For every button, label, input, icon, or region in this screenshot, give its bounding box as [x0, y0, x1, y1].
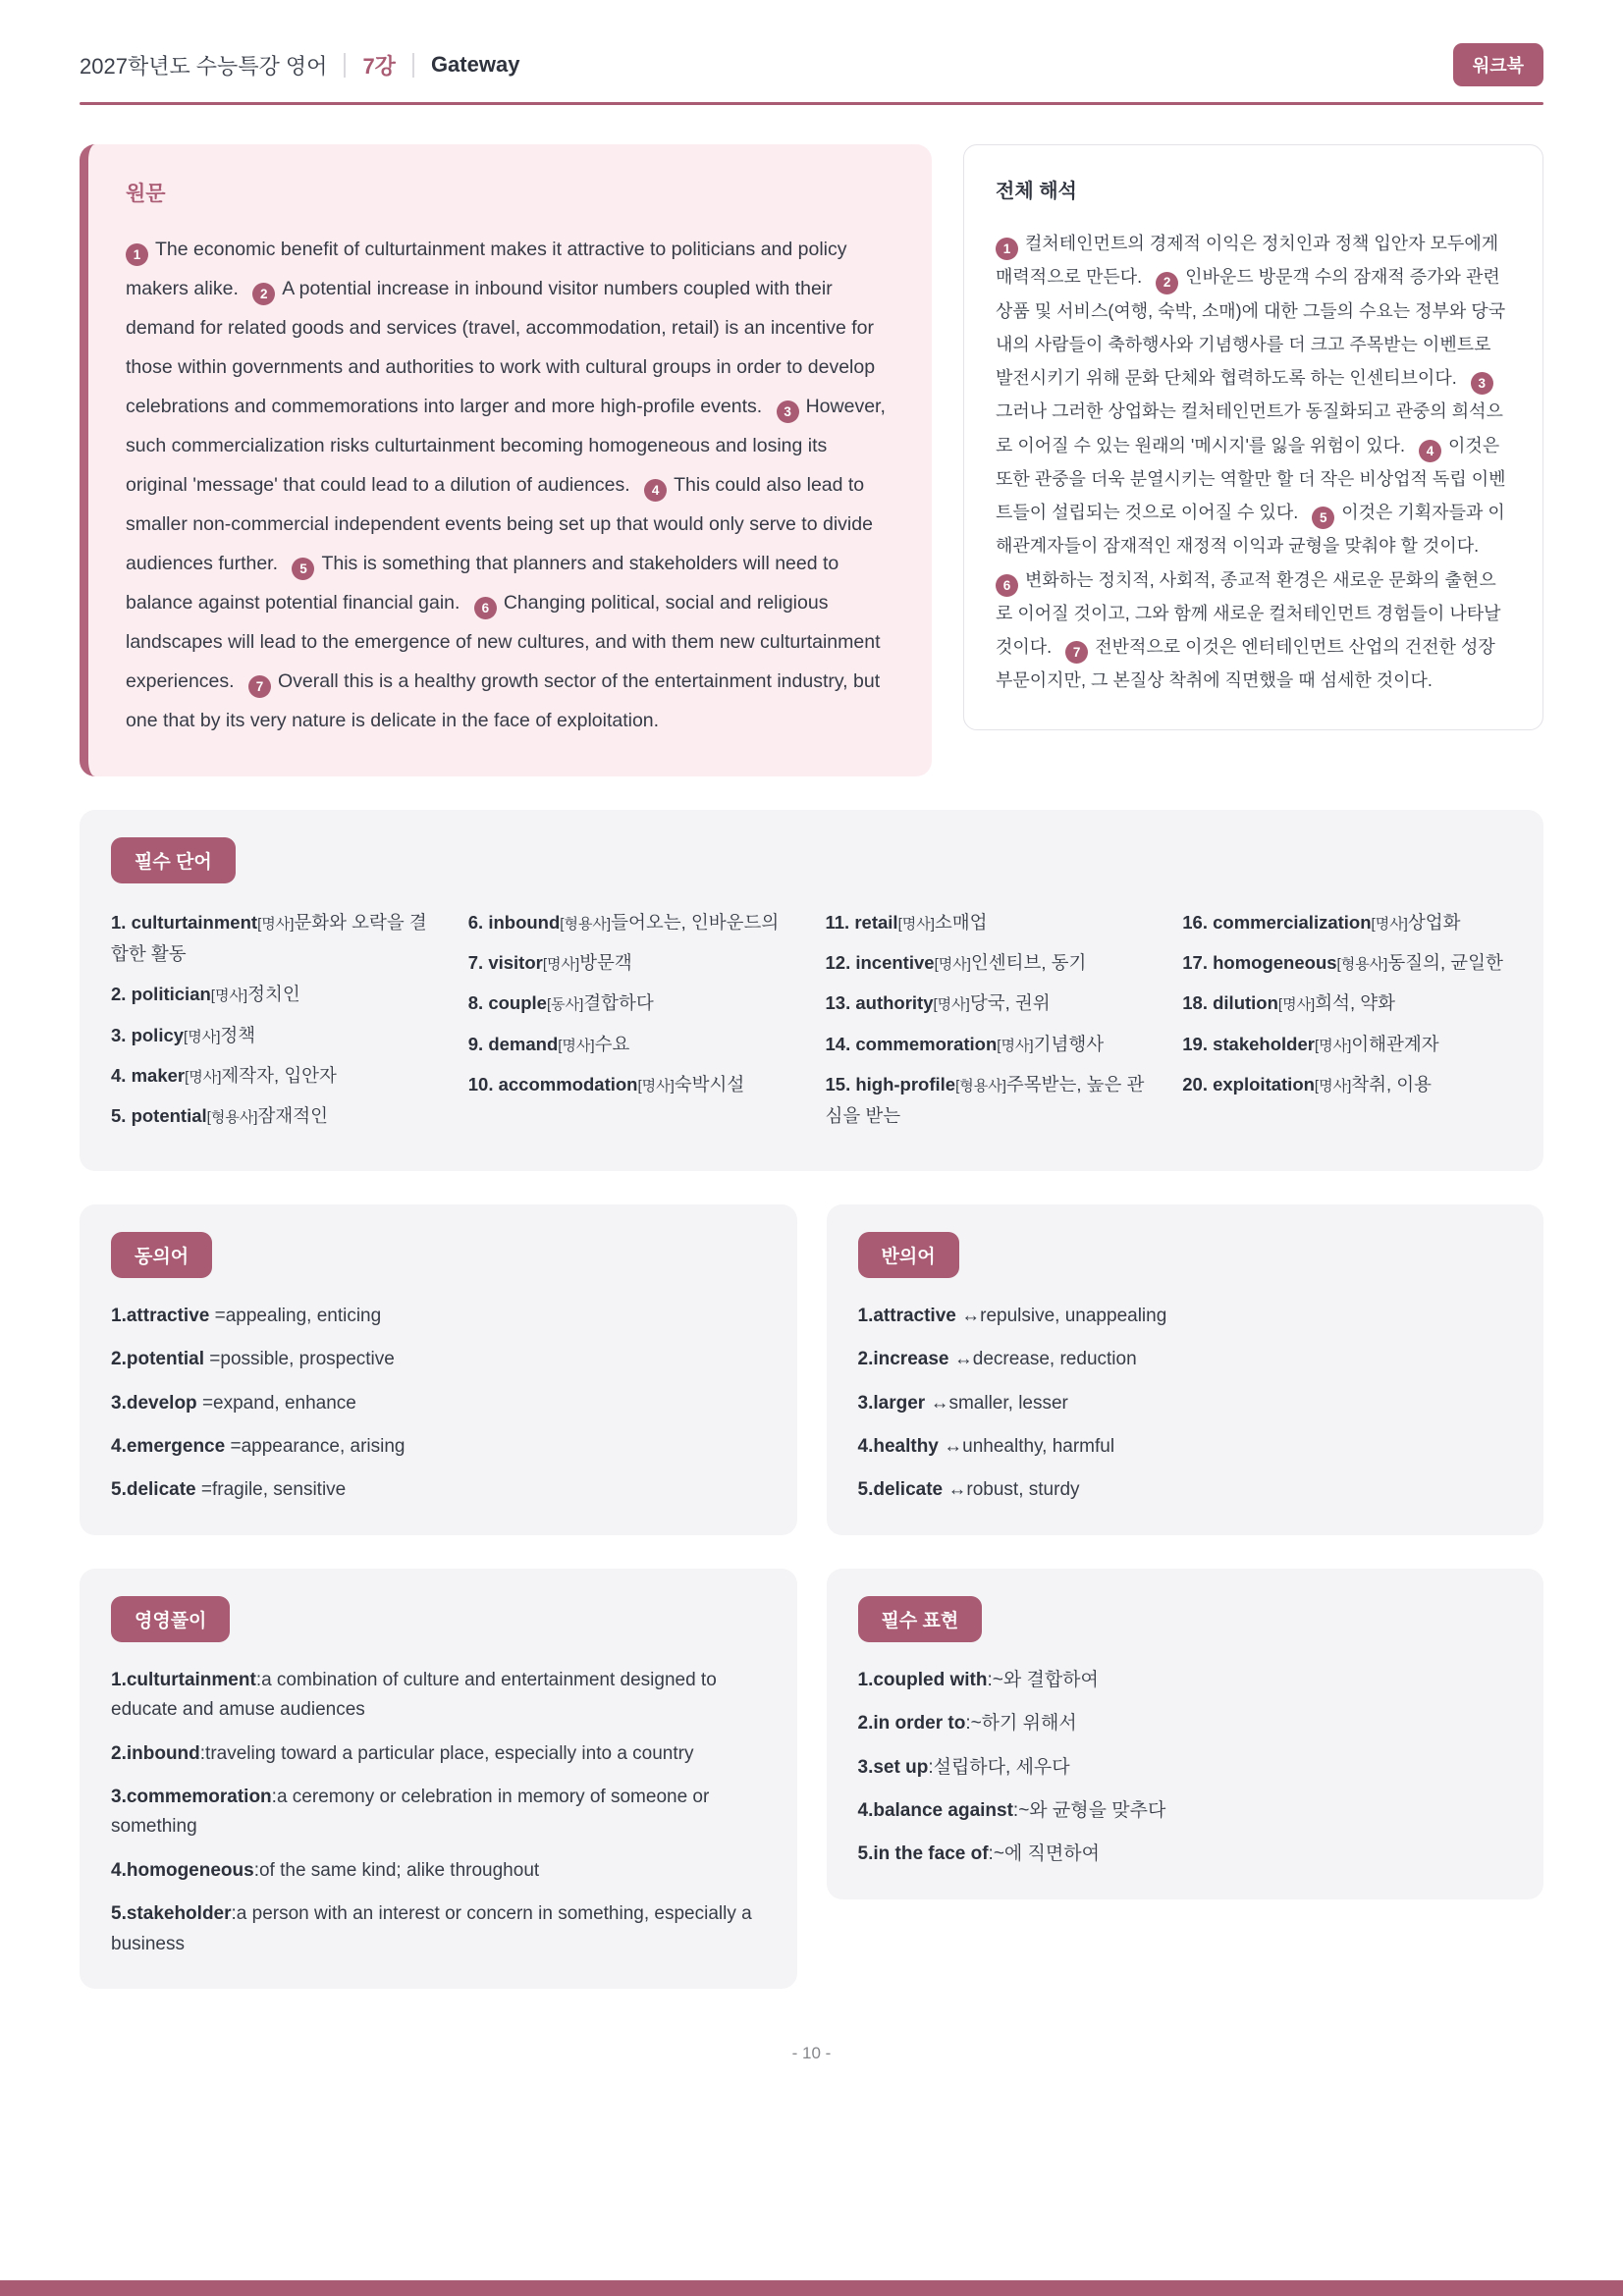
sentence-number-badge: 6 — [474, 597, 497, 619]
definition-item — [111, 1783, 766, 1842]
breadcrumb — [80, 50, 519, 80]
vocab-meaning: 들어오는, 인바운드의 — [611, 911, 780, 933]
sentence-number-badge: 5 — [1312, 507, 1334, 529]
vocab-term: 1. culturtainment — [111, 911, 258, 933]
antonym-item — [858, 1432, 1513, 1462]
translation-title: 전체 해석 — [996, 181, 1077, 202]
vocab-meaning: 착취, 이용 — [1351, 1074, 1433, 1095]
term: 3.develop — [111, 1392, 197, 1414]
term: 3.commemoration — [111, 1786, 272, 1807]
original-passage-box — [80, 144, 932, 776]
definitions-box — [80, 1569, 797, 1989]
synonym-item — [111, 1302, 766, 1331]
term: 1.attractive — [111, 1305, 210, 1326]
vocab-meaning: 이해관계자 — [1351, 1033, 1439, 1054]
vocab-pos: [동사] — [546, 996, 584, 1014]
sentence-number-badge: 2 — [1156, 272, 1178, 294]
vocab-column — [468, 907, 798, 1142]
definition: :~에 직면하여 — [988, 1843, 1100, 1865]
term: 5.delicate — [111, 1479, 196, 1501]
vocab-pos: [명사] — [185, 1069, 222, 1087]
original-passage — [126, 231, 893, 741]
vocab-term: 5. potential — [111, 1105, 207, 1127]
sentence-number-badge: 1 — [996, 238, 1018, 260]
vocab-term: 9. demand — [467, 1033, 559, 1054]
definition: :a person with an interest or concern in something, especially a business — [111, 1903, 752, 1954]
synonym-item — [111, 1345, 766, 1374]
definition: :~와 균형을 맞추다 — [1012, 1799, 1166, 1821]
vocab-term: 2. politician — [111, 984, 211, 1005]
term: 3.set up — [857, 1756, 929, 1778]
definition-item — [111, 1856, 766, 1886]
sentence-text: The economic benefit of culturtainment makes it attractive to politicians and policy makers alike. — [126, 239, 847, 299]
vocab-column — [826, 907, 1156, 1142]
term: 5.delicate — [857, 1479, 944, 1501]
sentence-text: 이것은 기획자들과 이해관계자들이 잠재적인 재정적 이익과 균형을 맞춰야 할 것이다. — [996, 503, 1505, 557]
expression-item — [858, 1796, 1513, 1826]
definition: ↔smaller, lesser — [925, 1392, 1068, 1414]
term: 2.potential — [111, 1349, 205, 1370]
definition-item — [111, 1739, 766, 1769]
course-label: 2027학년도 수능특강 영어 — [80, 53, 328, 79]
vocab-meaning: 소매업 — [934, 911, 988, 933]
sentence-text: 그러나 그러한 상업화는 컬처테인먼트가 동질화되고 관중의 희석으로 이어질 수 있는 원래의 '메시지'를 잃을 위험이 있다. — [996, 401, 1503, 455]
vocab-section — [80, 810, 1543, 1171]
vocab-meaning: 문화와 오락을 결합한 활동 — [111, 911, 427, 964]
term: 4.balance against — [857, 1799, 1013, 1821]
vocab-term: 4. maker — [111, 1065, 186, 1087]
sentence-text: 컬처테인먼트의 경제적 이익은 정치인과 정책 입안자 모두에게 매력적으로 만든다. — [996, 234, 1499, 288]
sentence — [126, 670, 880, 731]
sentence-text: This could also lead to smaller non-commercial independent events being set up that would only serve to divide audiences further. — [126, 473, 873, 574]
translation-passage — [996, 227, 1511, 698]
header-divider — [344, 53, 346, 78]
vocab-pos: [명사] — [210, 988, 248, 1005]
vocab-term: 6. inbound — [467, 911, 561, 933]
term: 5.stakeholder — [111, 1903, 232, 1925]
vocab-pos: [명사] — [997, 1037, 1034, 1054]
vocab-meaning: 제작자, 입안자 — [221, 1065, 337, 1087]
sentence-number-badge: 7 — [248, 675, 271, 698]
page-title: Gateway — [430, 52, 520, 77]
sentence-number-badge: 3 — [1471, 372, 1493, 395]
vocab-meaning: 정치인 — [247, 984, 300, 1005]
definition: :of the same kind; alike throughout — [253, 1859, 540, 1881]
vocab-pos: [명사] — [1371, 915, 1408, 933]
sentence-number-badge: 4 — [644, 479, 667, 502]
sentence-number-badge: 1 — [126, 243, 148, 266]
term: 2.increase — [857, 1349, 949, 1370]
sentence-text: 이것은 또한 관중을 더욱 분열시키는 역할만 할 더 작은 비상업적 독립 이벤트들이 설립되는 것으로 이어질 수 있다. — [996, 435, 1506, 522]
translation-box — [963, 144, 1543, 730]
vocab-item — [111, 1020, 441, 1051]
definition: :설립하다, 세우다 — [928, 1756, 1070, 1778]
vocab-pos: [명사] — [1314, 1078, 1352, 1095]
definition: =expand, enhance — [196, 1392, 356, 1414]
sentence-text: 인바운드 방문객 수의 잠재적 증가와 관련 상품 및 서비스(여행, 숙박, 소매)에 대한 그들의 수요는 정부와 당국 내의 사람들이 축하행사와 기념행사를 더 크고 주목받는 이벤트로 발전시키기 위해 문화 단체와 협력하도록 하는 인센티브이다. — [996, 267, 1506, 388]
header-divider — [412, 53, 414, 78]
vocab-term: 18. dilution — [1182, 992, 1278, 1014]
vocab-meaning: 주목받는, 높은 관심을 받는 — [825, 1074, 1145, 1127]
term: 4.healthy — [857, 1436, 939, 1458]
vocab-item — [1182, 988, 1512, 1019]
vocab-meaning: 희석, 약화 — [1315, 992, 1395, 1014]
antonym-item — [858, 1389, 1513, 1418]
vocab-term: 13. authority — [825, 992, 934, 1014]
vocab-meaning: 잠재적인 — [257, 1105, 328, 1127]
sentence — [996, 637, 1495, 690]
vocab-item — [468, 907, 798, 938]
vocab-item — [826, 1069, 1156, 1133]
expressions-box — [827, 1569, 1544, 1899]
vocab-meaning: 기념행사 — [1033, 1033, 1105, 1054]
term: 4.emergence — [111, 1436, 226, 1458]
sentence-number-badge: 3 — [777, 400, 799, 423]
term: 2.in order to — [857, 1713, 966, 1735]
sentence-text: A potential increase in inbound visitor numbers coupled with their demand for related goods and services (travel, accommodation, retail) is an incentive for those within governments and authorities to work with cultural groups in order to develop celebrations and commemorations into larger and more high-profile events. — [126, 277, 876, 417]
term: 4.homogeneous — [111, 1859, 254, 1881]
vocab-item — [1182, 907, 1512, 938]
vocab-pos: [명사] — [934, 955, 971, 973]
definition-item — [111, 1666, 766, 1726]
vocab-item — [826, 947, 1156, 979]
vocab-meaning: 수요 — [594, 1033, 630, 1054]
vocab-meaning: 정책 — [220, 1024, 256, 1045]
vocab-pos: [형용사] — [955, 1078, 1006, 1095]
definition: :~와 결합하여 — [987, 1669, 1099, 1690]
vocab-meaning: 동질의, 균일한 — [1387, 951, 1503, 973]
term: 2.inbound — [111, 1742, 200, 1764]
definition: :a combination of culture and entertainment designed to educate and amuse audiences — [111, 1669, 717, 1721]
definition: :~하기 위해서 — [965, 1713, 1077, 1735]
vocab-meaning: 결합하다 — [583, 992, 654, 1014]
sentence-text: Changing political, social and religious landscapes will lead to the emergence of new cultures, and with them new culturtainment experiences. — [126, 591, 881, 692]
synonyms-badge: 동의어 — [111, 1232, 212, 1278]
expression-item — [858, 1709, 1513, 1738]
vocab-item — [111, 907, 441, 971]
vocab-item — [468, 1029, 798, 1060]
vocab-pos: [명사] — [897, 915, 935, 933]
vocab-item — [826, 988, 1156, 1019]
synonym-item — [111, 1389, 766, 1418]
term: 3.larger — [857, 1392, 926, 1414]
vocab-column — [1182, 907, 1512, 1142]
vocab-pos: [명사] — [637, 1078, 675, 1095]
original-title: 원문 — [126, 183, 166, 205]
vocab-item — [826, 907, 1156, 938]
vocab-pos: [형용사] — [1336, 955, 1388, 973]
definition: ↔repulsive, unappealing — [955, 1305, 1167, 1326]
vocab-pos: [명사] — [1314, 1037, 1352, 1054]
term: 1.culturtainment — [111, 1669, 256, 1690]
vocab-pos: [형용사] — [560, 915, 612, 933]
vocab-term: 15. high-profile — [825, 1074, 956, 1095]
def-expr-section — [80, 1569, 1543, 1989]
header-rule — [80, 102, 1543, 105]
vocab-item — [468, 947, 798, 979]
vocab-item — [1182, 1069, 1512, 1100]
vocab-term: 16. commercialization — [1182, 911, 1372, 933]
synonyms-box — [80, 1204, 797, 1535]
vocab-item — [468, 988, 798, 1019]
sentence-number-badge: 7 — [1065, 641, 1088, 664]
vocab-pos: [명사] — [933, 996, 970, 1014]
definition: =appealing, enticing — [209, 1305, 382, 1326]
vocab-item — [111, 979, 441, 1010]
passage-section — [80, 144, 1543, 776]
antonym-item — [858, 1345, 1513, 1374]
vocab-term: 19. stakeholder — [1182, 1033, 1315, 1054]
vocab-term: 3. policy — [111, 1024, 185, 1045]
sentence-number-badge: 5 — [292, 558, 314, 580]
syn-ant-section — [80, 1204, 1543, 1535]
sentence-number-badge: 2 — [252, 283, 275, 305]
definition: ↔decrease, reduction — [948, 1349, 1137, 1370]
vocab-item — [468, 1069, 798, 1100]
lesson-label: 7강 — [362, 53, 396, 79]
vocab-term: 7. visitor — [467, 951, 543, 973]
vocab-pos: [명사] — [542, 955, 580, 973]
expression-item — [858, 1840, 1513, 1869]
vocab-pos: [명사] — [1277, 996, 1316, 1014]
definition: :traveling toward a particular place, especially into a country — [199, 1742, 694, 1764]
definitions-badge: 영영풀이 — [111, 1596, 230, 1642]
page-header — [80, 43, 1543, 86]
vocab-item — [111, 1100, 441, 1132]
sentence-text: Overall this is a healthy growth sector of the entertainment industry, but one that by its very nature is delicate in the face of exploitation. — [126, 669, 881, 731]
vocab-pos: [형용사] — [206, 1109, 258, 1127]
definition: =appearance, arising — [225, 1436, 406, 1458]
vocab-column — [111, 907, 441, 1142]
page-number: - 10 - — [791, 2043, 832, 2062]
sentence-text: However, such commercialization risks culturtainment becoming homogeneous and losing its original 'message' that could lead to a dilution of audiences. — [126, 395, 886, 496]
vocab-term: 10. accommodation — [467, 1074, 638, 1095]
sentence-text: This is something that planners and stakeholders will need to balance against potential financial gain. — [126, 552, 839, 614]
definition: ↔unhealthy, harmful — [938, 1436, 1115, 1458]
term: 1.coupled with — [857, 1669, 988, 1690]
expressions-badge: 필수 표현 — [858, 1596, 983, 1642]
vocab-term: 11. retail — [825, 911, 898, 933]
vocab-item — [826, 1029, 1156, 1060]
vocab-meaning: 상업화 — [1407, 911, 1461, 933]
vocab-pos: [명사] — [184, 1028, 221, 1045]
antonym-item — [858, 1475, 1513, 1505]
vocab-item — [111, 1060, 441, 1092]
vocab-item — [1182, 1029, 1512, 1060]
antonyms-box — [827, 1204, 1544, 1535]
expression-item — [858, 1666, 1513, 1695]
bottom-accent-band — [0, 2280, 1623, 2296]
vocab-term: 8. couple — [467, 992, 547, 1014]
sentence-number-badge: 4 — [1419, 440, 1441, 462]
vocab-pos: [명사] — [257, 915, 295, 933]
expression-item — [858, 1753, 1513, 1783]
definition-item — [111, 1899, 766, 1959]
synonym-item — [111, 1475, 766, 1505]
vocab-grid — [111, 907, 1512, 1142]
vocab-pos: [명사] — [558, 1037, 595, 1054]
vocab-term: 20. exploitation — [1182, 1074, 1315, 1095]
definition: ↔robust, sturdy — [943, 1479, 1080, 1501]
sentence-text: 전반적으로 이것은 엔터테인먼트 산업의 건전한 성장 부문이지만, 그 본질상 착취에 직면했을 때 섬세한 것이다. — [996, 637, 1495, 691]
term: 1.attractive — [857, 1305, 956, 1326]
vocab-badge: 필수 단어 — [111, 837, 236, 883]
vocab-term: 14. commemoration — [825, 1033, 998, 1054]
sentence-number-badge: 6 — [996, 574, 1018, 597]
vocab-meaning: 인센티브, 동기 — [970, 951, 1087, 973]
vocab-meaning: 방문객 — [579, 951, 632, 973]
definition: =possible, prospective — [204, 1349, 395, 1370]
definition: :a ceremony or celebration in memory of someone or something — [111, 1786, 710, 1838]
term: 5.in the face of — [857, 1843, 989, 1865]
vocab-term: 17. homogeneous — [1182, 951, 1337, 973]
antonym-item — [858, 1302, 1513, 1331]
antonyms-badge: 반의어 — [858, 1232, 959, 1278]
vocab-term: 12. incentive — [825, 951, 935, 973]
synonym-item — [111, 1432, 766, 1462]
vocab-meaning: 숙박시설 — [674, 1074, 745, 1095]
vocab-item — [1182, 947, 1512, 979]
sentence-text: 변화하는 정치적, 사회적, 종교적 환경은 새로운 문화의 출현으로 이어질 것이고, 그와 함께 새로운 컬처테인먼트 경험들이 나타날 것이다. — [996, 569, 1501, 657]
definition: =fragile, sensitive — [195, 1479, 347, 1501]
workbook-badge: 워크북 — [1453, 43, 1543, 86]
vocab-meaning: 당국, 권위 — [969, 992, 1051, 1014]
